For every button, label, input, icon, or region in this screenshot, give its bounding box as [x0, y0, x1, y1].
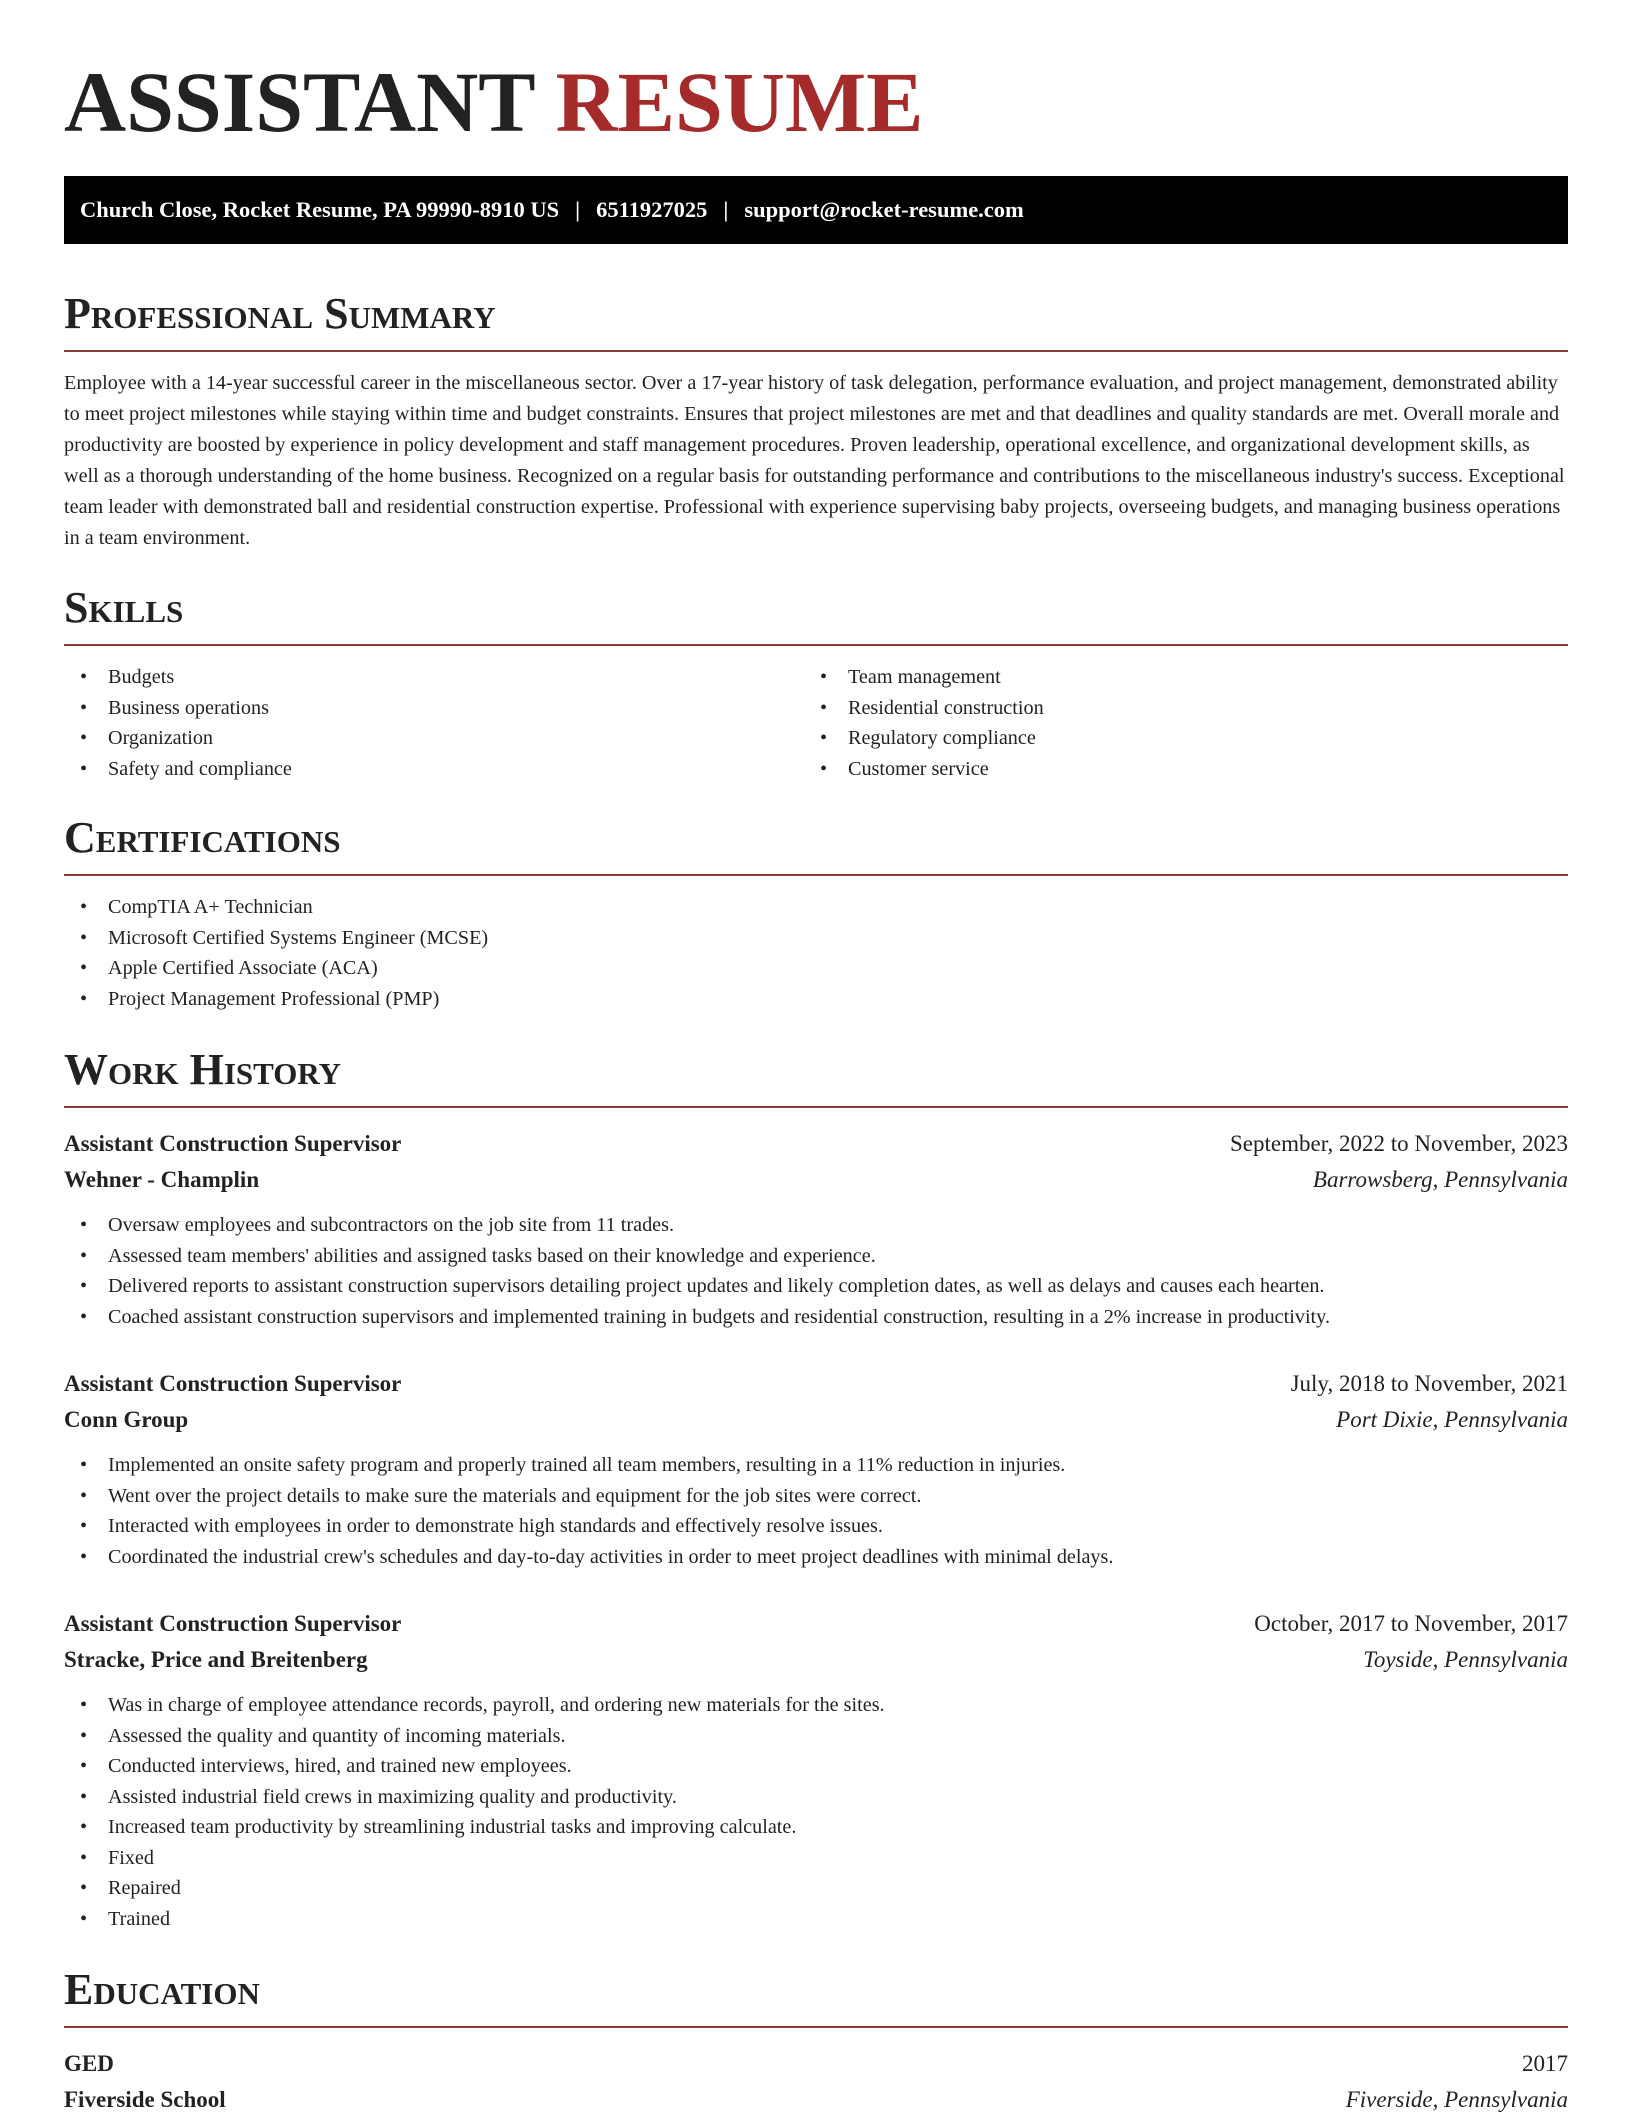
skills-grid	[64, 662, 1568, 784]
contact-separator: |	[723, 197, 729, 222]
job-duty: • Assessed team members' abilities and assigned tasks based on their knowledge and experience.	[64, 1241, 1568, 1272]
contact-bar	[64, 176, 1568, 244]
job-duty: • Went over the project details to make sure the materials and equipment for the job sites were correct.	[64, 1481, 1568, 1512]
education-heading: Education	[64, 1964, 1568, 2028]
job-duty: • Coached assistant construction supervisors and implemented training in budgets and residential construction, resulting in a 2% increase in productivity.	[64, 1302, 1568, 1333]
skill-item: • Business operations	[64, 693, 804, 724]
job-dates: September, 2022 to November, 2023	[1230, 1131, 1568, 1156]
skill-item: • Regulatory compliance	[804, 723, 1544, 754]
job-company: Conn Group	[64, 1407, 189, 1432]
job-company: Wehner - Champlin	[64, 1167, 260, 1192]
skills-list-left	[64, 662, 804, 784]
contact-address: Church Close, Rocket Resume, PA 99990-8910 US	[80, 197, 560, 222]
skill-item: • Residential construction	[804, 693, 1544, 724]
job-duties-list	[64, 1450, 1568, 1572]
education-entry	[64, 2046, 1568, 2118]
title-main: ASSISTANT	[64, 54, 535, 150]
skill-item: • Team management	[804, 662, 1544, 693]
job-title: Assistant Construction Supervisor	[64, 1611, 402, 1636]
contact-separator: |	[575, 197, 581, 222]
work-history-section	[64, 1044, 1568, 1934]
education-school: Fiverside School	[64, 2087, 226, 2112]
summary-section	[64, 288, 1568, 554]
job-duty: • Conducted interviews, hired, and trained new employees.	[64, 1751, 1568, 1782]
job-title: Assistant Construction Supervisor	[64, 1371, 402, 1396]
job-header-row	[64, 1366, 1568, 1402]
skill-item: • Customer service	[804, 754, 1544, 785]
job-duty: • Coordinated the industrial crew's schedules and day-to-day activities in order to meet project deadlines with minimal delays.	[64, 1542, 1568, 1573]
job-company-row	[64, 1402, 1568, 1438]
skill-item: • Organization	[64, 723, 804, 754]
job-company-row	[64, 1162, 1568, 1198]
job-location: Barrowsberg, Pennsylvania	[1312, 1167, 1568, 1192]
job-entry	[64, 1126, 1568, 1332]
certification-item: • Apple Certified Associate (ACA)	[64, 953, 1568, 984]
job-duty: • Oversaw employees and subcontractors on the job site from 11 trades.	[64, 1210, 1568, 1241]
skills-heading: Skills	[64, 582, 1568, 646]
work-history-heading: Work History	[64, 1044, 1568, 1108]
skill-item: • Budgets	[64, 662, 804, 693]
contact-email: support@rocket-resume.com	[744, 197, 1024, 222]
job-dates: October, 2017 to November, 2017	[1254, 1611, 1568, 1636]
job-duty: • Increased team productivity by streamlining industrial tasks and improving calculate.	[64, 1812, 1568, 1843]
job-location: Toyside, Pennsylvania	[1363, 1647, 1568, 1672]
education-location: Fiverside, Pennsylvania	[1345, 2087, 1568, 2112]
job-duty: • Assessed the quality and quantity of incoming materials.	[64, 1721, 1568, 1752]
certifications-heading: Certifications	[64, 812, 1568, 876]
resume-title	[64, 52, 1568, 152]
education-section	[64, 1964, 1568, 2118]
job-duty: • Delivered reports to assistant construction supervisors detailing project updates and likely completion dates, as well as delays and causes each hearten.	[64, 1271, 1568, 1302]
certification-item: • Project Management Professional (PMP)	[64, 984, 1568, 1015]
skill-item: • Safety and compliance	[64, 754, 804, 785]
job-header-row	[64, 1126, 1568, 1162]
education-year: 2017	[1522, 2051, 1568, 2076]
certification-item: • CompTIA A+ Technician	[64, 892, 1568, 923]
skills-list-right	[804, 662, 1544, 784]
certifications-list	[64, 892, 1568, 1014]
certification-item: • Microsoft Certified Systems Engineer (MCSE)	[64, 923, 1568, 954]
job-duty: • Repaired	[64, 1873, 1568, 1904]
skills-section	[64, 582, 1568, 784]
job-duty: • Interacted with employees in order to demonstrate high standards and effectively resolve issues.	[64, 1511, 1568, 1542]
education-degree: GED	[64, 2051, 114, 2076]
summary-text: Employee with a 14-year successful career in the miscellaneous sector. Over a 17-year history of task delegation, performance evaluation, and project management, demonstrated ability to meet project milestones while staying within time and budget constraints. Ensures that project milestones are met and that deadlines and quality standards are met. Overall morale and productivity are boosted by experience in policy development and staff management procedures. Proven leadership, operational excellence, and organizational development skills, as well as a thorough understanding of the home business. Recognized on a regular basis for outstanding performance and contributions to the miscellaneous industry's success. Exceptional team leader with demonstrated ball and residential construction expertise. Professional with experience supervising baby projects, overseeing budgets, and managing business operations in a team environment.	[64, 372, 1565, 549]
job-company: Stracke, Price and Breitenberg	[64, 1647, 368, 1672]
job-duties-list	[64, 1690, 1568, 1934]
job-entry	[64, 1606, 1568, 1934]
job-duty: • Fixed	[64, 1843, 1568, 1874]
job-duty: • Was in charge of employee attendance records, payroll, and ordering new materials for the sites.	[64, 1690, 1568, 1721]
contact-phone: 6511927025	[596, 197, 708, 222]
summary-heading: Professional Summary	[64, 288, 1568, 352]
job-location: Port Dixie, Pennsylvania	[1336, 1407, 1568, 1432]
job-header-row	[64, 1606, 1568, 1642]
education-header-row	[64, 2046, 1568, 2082]
job-duty: • Trained	[64, 1904, 1568, 1935]
title-accent: RESUME	[555, 54, 924, 150]
job-duties-list	[64, 1210, 1568, 1332]
certifications-section	[64, 812, 1568, 1014]
job-duty: • Assisted industrial field crews in maximizing quality and productivity.	[64, 1782, 1568, 1813]
job-title: Assistant Construction Supervisor	[64, 1131, 402, 1156]
job-dates: July, 2018 to November, 2021	[1290, 1371, 1568, 1396]
job-duty: • Implemented an onsite safety program and properly trained all team members, resulting in a 11% reduction in injuries.	[64, 1450, 1568, 1481]
job-entry	[64, 1366, 1568, 1572]
job-company-row	[64, 1642, 1568, 1678]
education-school-row	[64, 2082, 1568, 2118]
